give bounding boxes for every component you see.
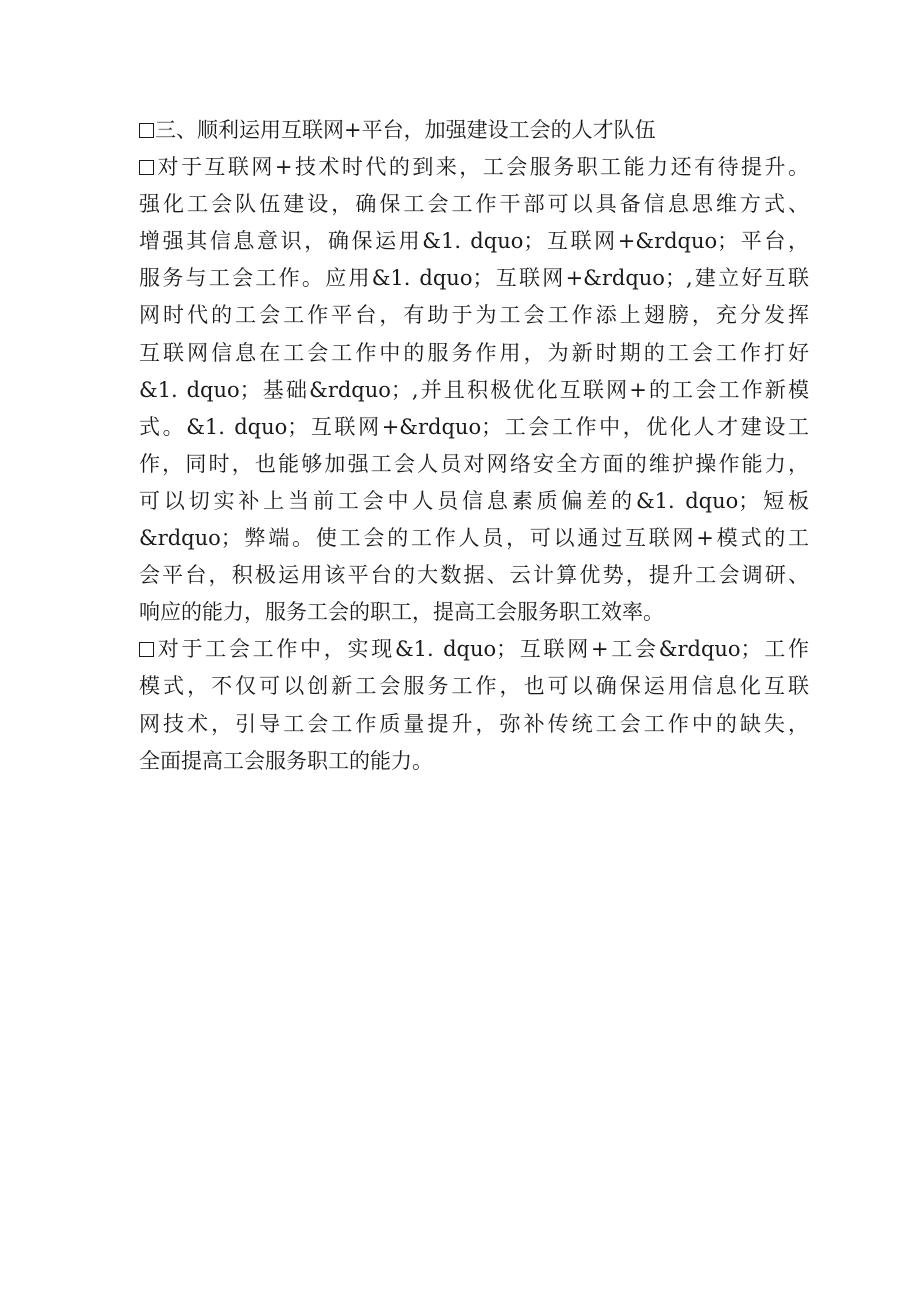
line-text: 增强其信息意识，确保运用&1. dquo；互联网+&rdquo；平台， [139, 229, 809, 254]
text-line [139, 594, 809, 631]
line-text: 模式，不仅可以创新工会服务工作，也可以确保运用信息化互联 [139, 674, 809, 699]
line-text: 作，同时，也能够加强工会人员对网络安全方面的维护操作能力， [139, 451, 809, 476]
checkbox-square-icon [139, 642, 154, 657]
line-text: 式。&1. dquo；互联网+&rdquo；工会工作中，优化人才建设工 [139, 414, 809, 439]
text-line [139, 223, 809, 260]
line-text: 可以切实补上当前工会中人员信息素质偏差的&1. dquo；短板 [139, 488, 809, 513]
text-line [139, 743, 809, 780]
text-line [139, 557, 809, 594]
checkbox-square-icon [139, 160, 154, 175]
line-text: 对于互联网+技术时代的到来，工会服务职工能力还有待提升。 [155, 155, 809, 180]
text-line [139, 186, 809, 223]
line-text: 强化工会队伍建设，确保工会工作干部可以具备信息思维方式、 [139, 192, 809, 217]
paragraph-start-line [139, 631, 809, 668]
text-line [139, 668, 809, 705]
text-line [139, 335, 809, 372]
line-text: 互联网信息在工会工作中的服务作用，为新时期的工会工作打好 [139, 340, 809, 365]
line-text: &rdquo；弊端。使工会的工作人员，可以通过互联网+模式的工 [139, 526, 809, 551]
document-body [139, 112, 809, 780]
text-line [139, 446, 809, 483]
line-text: 服务与工会工作。应用&1. dquo；互联网+&rdquo；,建立好互联 [139, 266, 809, 291]
line-text: &1. dquo；基础&rdquo；,并且积极优化互联网+的工会工作新模 [139, 377, 809, 402]
line-text: 网技术，引导工会工作质量提升，弥补传统工会工作中的缺失， [139, 711, 809, 736]
line-text: 全面提高工会服务职工的能力。 [139, 748, 433, 773]
checkbox-square-icon [139, 123, 154, 138]
text-line [139, 483, 809, 520]
text-line [139, 706, 809, 743]
line-text: 会平台，积极运用该平台的大数据、云计算优势，提升工会调研、 [139, 563, 809, 588]
paragraph-start-line [139, 112, 809, 149]
line-text: 响应的能力，服务工会的职工，提高工会服务职工效率。 [139, 600, 664, 625]
line-text: 对于工会工作中，实现&1. dquo；互联网+工会&rdquo；工作 [155, 637, 809, 662]
text-line [139, 520, 809, 557]
text-line [139, 372, 809, 409]
paragraph-start-line [139, 149, 809, 186]
line-text: 网时代的工会工作平台，有助于为工会工作添上翅膀，充分发挥 [139, 303, 809, 328]
text-line [139, 260, 809, 297]
line-text: 三、顺利运用互联网+平台，加强建设工会的人才队伍 [155, 118, 656, 142]
text-line [139, 297, 809, 334]
text-line [139, 409, 809, 446]
